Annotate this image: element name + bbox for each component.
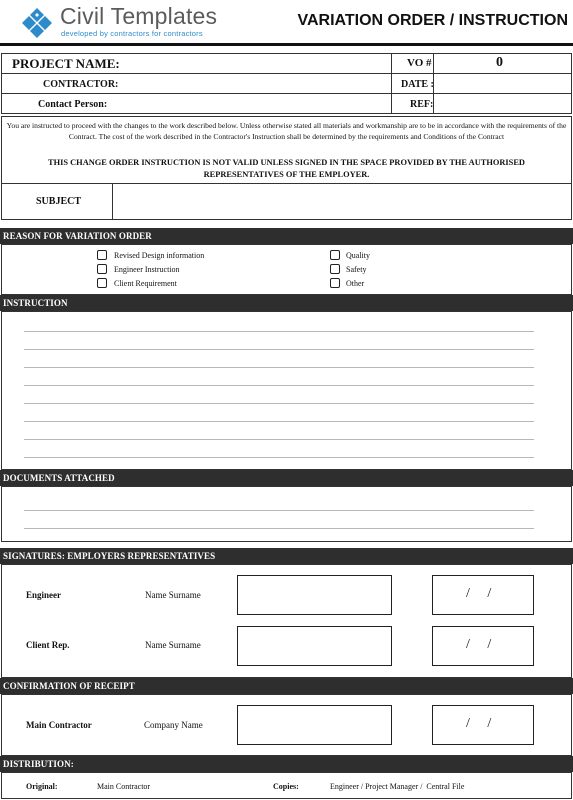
section-header-reason: REASON FOR VARIATION ORDER bbox=[0, 228, 573, 244]
reason-label-other: Other bbox=[346, 279, 365, 288]
instruction-panel[interactable] bbox=[1, 311, 572, 470]
subject-label: SUBJECT bbox=[36, 196, 82, 207]
reason-panel bbox=[1, 244, 572, 295]
date-label: DATE : bbox=[401, 79, 434, 90]
ref-field[interactable] bbox=[436, 95, 570, 112]
col-divider bbox=[112, 183, 113, 220]
contact-person-label: Contact Person: bbox=[38, 99, 108, 110]
writing-line bbox=[24, 331, 534, 332]
checkbox-quality[interactable] bbox=[330, 250, 340, 260]
writing-line bbox=[24, 528, 534, 529]
row-divider bbox=[1, 73, 572, 74]
engineer-signature-box[interactable] bbox=[237, 575, 392, 615]
section-header-confirmation: CONFIRMATION OF RECEIPT bbox=[0, 678, 573, 694]
writing-line bbox=[24, 457, 534, 458]
section-header-distribution: DISTRIBUTION: bbox=[0, 756, 573, 772]
contact-person-field[interactable] bbox=[120, 95, 388, 112]
writing-line bbox=[24, 403, 534, 404]
client-rep-date-placeholder: / / bbox=[466, 637, 492, 652]
checkbox-client-requirement[interactable] bbox=[97, 278, 107, 288]
instruction-paragraph: You are instructed to proceed with the changes to the work described below. Unless otherwise stated all materials and workmanship are to be in accordance with the requirements of the Contract. The cost of the work described in the Contractor's Instruction shall be determined by the requirements and Conditions of the Contract bbox=[6, 121, 567, 141]
section-header-signatures: SIGNATURES: EMPLOYERS REPRESENTATIVES bbox=[0, 548, 573, 564]
copies-label: Copies: bbox=[273, 782, 299, 791]
writing-line bbox=[24, 439, 534, 440]
original-label: Original: bbox=[26, 782, 58, 791]
reason-label-engineer-instruction: Engineer Instruction bbox=[114, 265, 180, 274]
header-rule bbox=[0, 43, 573, 46]
project-name-label: PROJECT NAME: bbox=[12, 56, 120, 71]
main-contractor-label: Main Contractor bbox=[26, 720, 92, 730]
writing-line bbox=[24, 367, 534, 368]
ref-label: REF: bbox=[410, 99, 434, 110]
reason-label-client-requirement: Client Requirement bbox=[114, 279, 177, 288]
validity-warning: THIS CHANGE ORDER INSTRUCTION IS NOT VALID UNLESS SIGNED IN THE SPACE PROVIDED BY THE AUTHORISED REPRESENTATIVES OF THE EMPLOYER. bbox=[48, 158, 525, 179]
vo-number-value[interactable]: 0 bbox=[496, 55, 503, 70]
brand-tagline: developed by contractors for contractors bbox=[61, 29, 203, 38]
subject-field[interactable] bbox=[115, 185, 569, 218]
client-rep-signature-box[interactable] bbox=[237, 626, 392, 666]
document-title: VARIATION ORDER / INSTRUCTION bbox=[297, 12, 568, 29]
project-name-field[interactable] bbox=[130, 55, 388, 72]
date-field[interactable] bbox=[436, 75, 570, 92]
main-contractor-name: Company Name bbox=[144, 720, 203, 730]
engineer-label: Engineer bbox=[26, 590, 61, 600]
engineer-date-placeholder: / / bbox=[466, 586, 492, 601]
brand-name: Civil Templates bbox=[60, 3, 218, 29]
reason-label-safety: Safety bbox=[346, 265, 367, 274]
original-value: Main Contractor bbox=[97, 782, 151, 791]
diamond-stack-icon bbox=[20, 6, 54, 40]
client-rep-label: Client Rep. bbox=[26, 640, 70, 650]
checkbox-engineer-instruction[interactable] bbox=[97, 264, 107, 274]
contractor-label: CONTRACTOR: bbox=[43, 79, 119, 90]
writing-line bbox=[24, 349, 534, 350]
documents-panel[interactable] bbox=[1, 486, 572, 542]
writing-line bbox=[24, 421, 534, 422]
vo-number-label: VO # bbox=[407, 57, 432, 69]
main-contractor-date-placeholder: / / bbox=[466, 716, 492, 731]
reason-label-quality: Quality bbox=[346, 251, 370, 260]
reason-label-revised-design: Revised Design information bbox=[114, 251, 205, 260]
section-header-documents: DOCUMENTS ATTACHED bbox=[0, 470, 573, 486]
client-rep-name: Name Surname bbox=[145, 640, 201, 650]
checkbox-safety[interactable] bbox=[330, 264, 340, 274]
writing-line bbox=[24, 385, 534, 386]
writing-line bbox=[24, 510, 534, 511]
checkbox-revised-design[interactable] bbox=[97, 250, 107, 260]
checkbox-other[interactable] bbox=[330, 278, 340, 288]
engineer-name: Name Surname bbox=[145, 590, 201, 600]
section-header-instruction: INSTRUCTION bbox=[0, 295, 573, 311]
copies-value: Engineer / Project Manager / Central File bbox=[330, 782, 465, 791]
col-divider bbox=[391, 53, 392, 114]
row-divider bbox=[1, 93, 572, 94]
contractor-field[interactable] bbox=[120, 75, 388, 92]
main-contractor-signature-box[interactable] bbox=[237, 705, 392, 745]
